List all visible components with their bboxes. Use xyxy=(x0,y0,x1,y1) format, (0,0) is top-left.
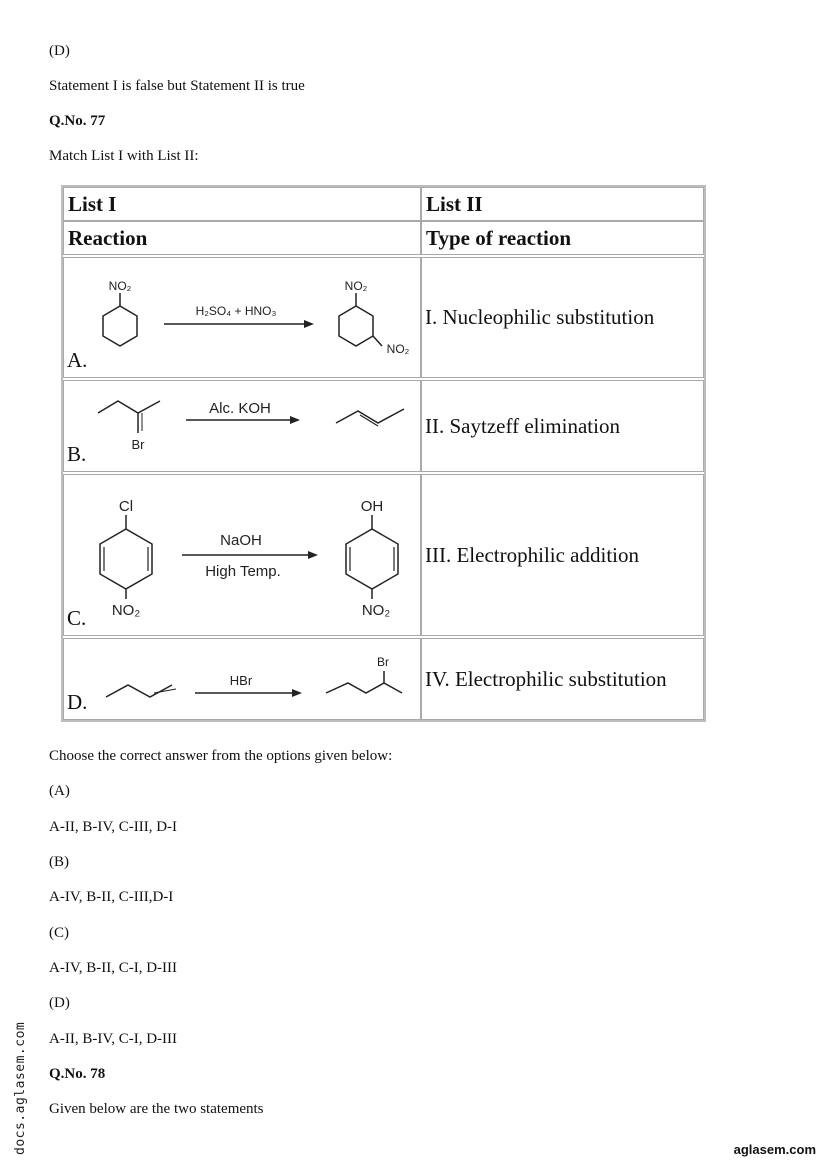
benzene-ring-reactant-c xyxy=(100,529,152,589)
brand-watermark: aglasem.com xyxy=(733,1142,816,1157)
question-number-77: Q.No. 77 xyxy=(49,113,106,129)
benzene-ring-product xyxy=(339,306,373,346)
type-cell-d: IV. Electrophilic substitution xyxy=(421,638,704,720)
header-list-2: List II xyxy=(421,187,704,221)
row-letter-b: B. xyxy=(67,442,87,466)
row-letter-d: D. xyxy=(67,690,88,714)
statement-answer-text: Statement I is false but Statement II is true xyxy=(49,78,305,94)
reagent-a: H₂SO₄ + HNO₃ xyxy=(195,304,277,318)
option-c-label: (C) xyxy=(49,925,69,941)
benzene-ring-product-c xyxy=(346,529,398,589)
option-b-text: A-IV, B-II, C-III,D-I xyxy=(49,889,174,905)
reaction-b-scheme xyxy=(64,381,421,472)
header-reaction: Reaction xyxy=(63,221,421,255)
reagent-d: HBr xyxy=(229,673,253,688)
option-a-label: (A) xyxy=(49,783,70,799)
reactant-cl-group: Cl xyxy=(118,498,134,515)
reactant-no2-group-c: NO₂ xyxy=(111,602,141,619)
statements-intro: Given below are the two statements xyxy=(49,1101,264,1117)
row-letter-c: C. xyxy=(67,606,87,630)
product-br-group: Br xyxy=(377,655,389,669)
reaction-cell-b xyxy=(63,380,421,472)
match-table xyxy=(61,185,706,722)
option-a-text: A-II, B-IV, C-III, D-I xyxy=(49,819,178,835)
reactant-no2-group: NO₂ xyxy=(108,279,132,293)
choose-instruction: Choose the correct answer from the options given below: xyxy=(49,748,393,764)
reaction-c-scheme xyxy=(64,475,421,636)
product-chain-d xyxy=(326,683,402,693)
product-oh-group: OH xyxy=(360,498,384,515)
option-b-label: (B) xyxy=(49,854,69,870)
reactant-br-group: Br xyxy=(131,437,145,452)
reactant-chain-b xyxy=(98,401,160,413)
reaction-a-scheme xyxy=(64,258,421,378)
reagent-b: Alc. KOH xyxy=(209,400,271,417)
reaction-d-scheme xyxy=(64,639,421,720)
option-d-label-top: (D) xyxy=(49,43,70,59)
reaction-cell-c xyxy=(63,474,421,636)
reaction-cell-a xyxy=(63,257,421,378)
row-letter-a: A. xyxy=(67,348,88,372)
match-instruction: Match List I with List II: xyxy=(49,148,199,164)
reactant-chain-d xyxy=(106,685,172,697)
header-list-1: List I xyxy=(63,187,421,221)
option-d-text: A-II, B-IV, C-I, D-III xyxy=(49,1031,178,1047)
product-no2-group-c: NO₂ xyxy=(361,602,391,619)
reagent-c: NaOH xyxy=(220,532,262,549)
type-cell-b: II. Saytzeff elimination xyxy=(421,380,704,472)
question-number-78: Q.No. 78 xyxy=(49,1066,106,1082)
option-d-label: (D) xyxy=(49,995,70,1011)
product-no2-group-1: NO₂ xyxy=(344,279,368,293)
side-watermark: docs.aglasem.com xyxy=(13,1021,28,1155)
condition-c: High Temp. xyxy=(205,563,281,580)
header-type-of-reaction: Type of reaction xyxy=(421,221,704,255)
reaction-cell-d xyxy=(63,638,421,720)
product-no2-group-2: NO₂ xyxy=(386,342,410,356)
type-cell-c: III. Electrophilic addition xyxy=(421,474,704,636)
type-cell-a: I. Nucleophilic substitution xyxy=(421,257,704,378)
benzene-ring-reactant xyxy=(103,306,137,346)
option-c-text: A-IV, B-II, C-I, D-III xyxy=(49,960,178,976)
